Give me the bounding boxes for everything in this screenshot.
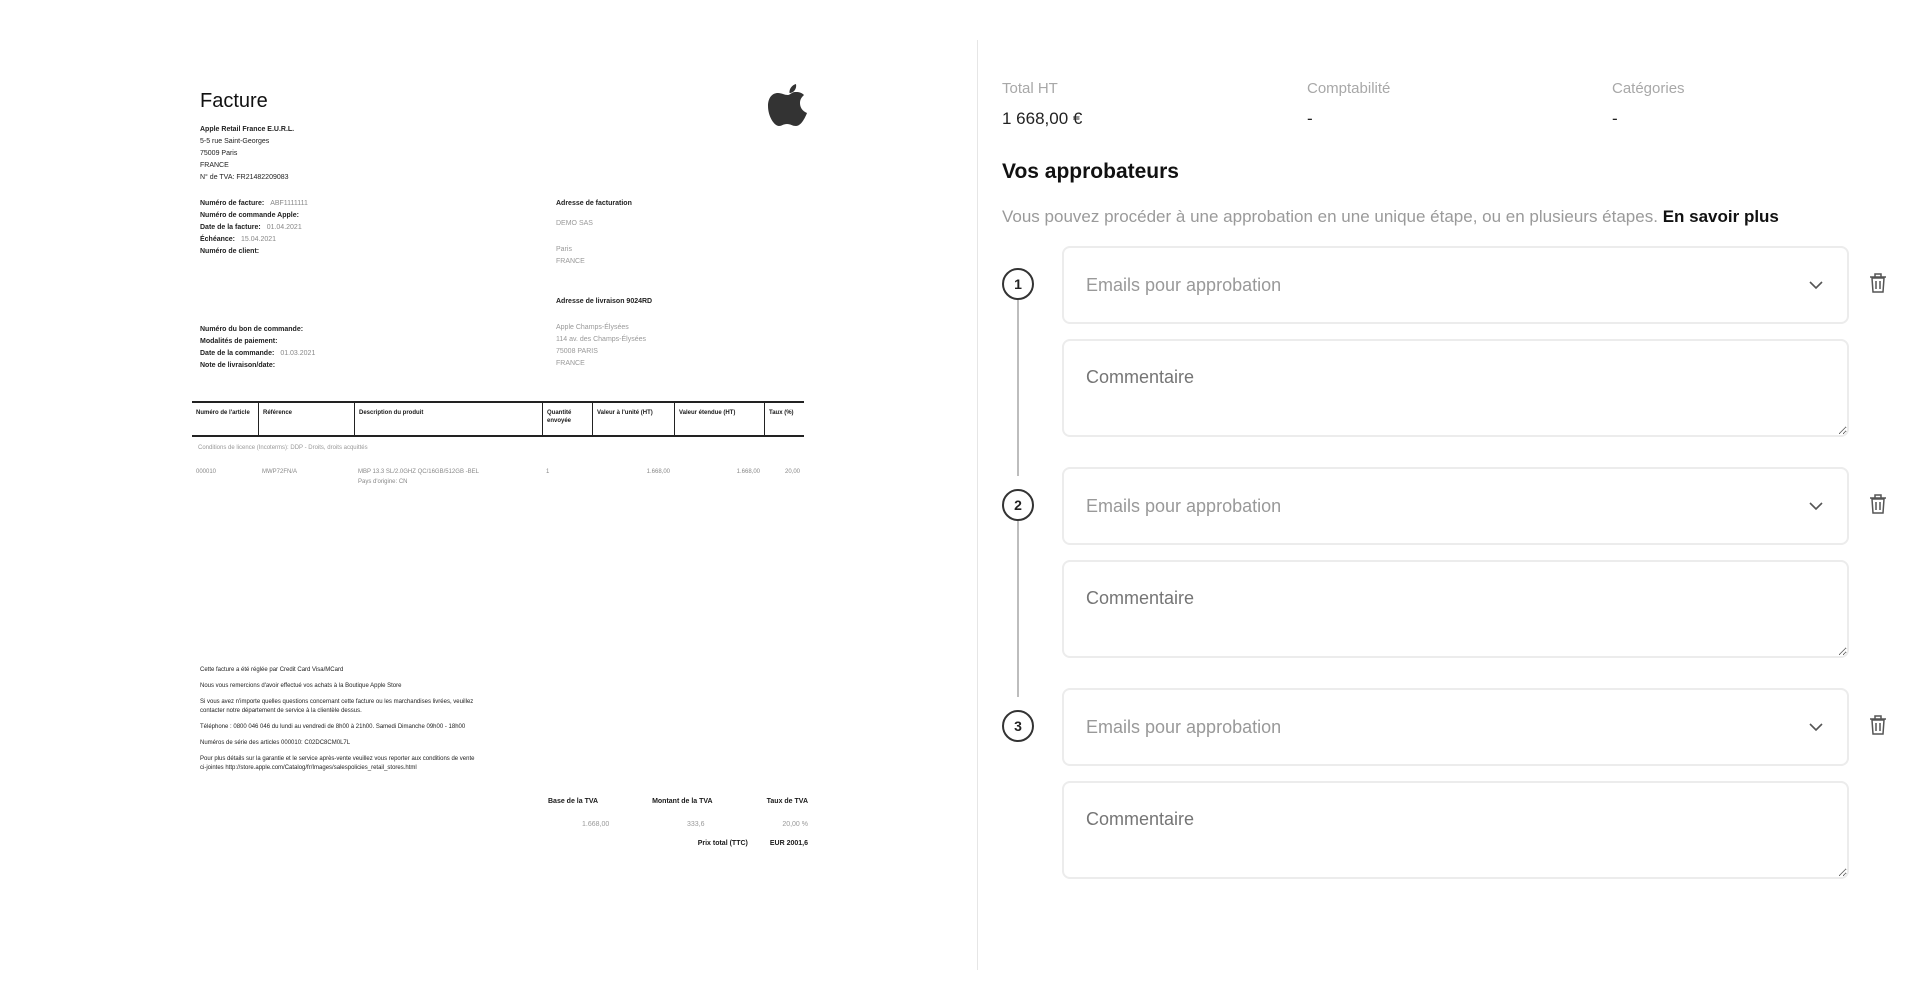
step-connector [1017, 521, 1019, 697]
seller-line: 75009 Paris [200, 150, 238, 157]
seller-address [200, 124, 400, 184]
seller-line: Apple Retail France E.U.R.L. [200, 126, 295, 133]
invoice-table [192, 401, 804, 489]
table-note: Conditions de licence (Incoterms): DDP - Droits, droits acquittés [198, 445, 368, 451]
total-label: Prix total (TTC) [697, 840, 748, 847]
billing-line: DEMO SAS [556, 220, 593, 227]
footer-note: Pour plus détails sur la garantie et le service après-vente veuillez vous reporter aux conditions de vente ci-jointes http://store.apple.com/Catalog/fr/Images/salespolicies_retail_stores.html [200, 756, 475, 771]
select-placeholder: Emails pour approbation [1086, 716, 1282, 737]
table-header-cell: Valeur étendue (HT) [674, 403, 764, 435]
delivery-line: Apple Champs-Élysées [556, 324, 629, 331]
seller-line: FRANCE [200, 162, 229, 169]
order-label: Note de livraison/date: [200, 362, 276, 369]
table-header [192, 401, 804, 437]
billing-title: Adresse de facturation [556, 200, 632, 207]
step-number: 2 [1002, 489, 1034, 521]
approvers-description [1002, 207, 1779, 227]
table-cell: 20,00 [784, 469, 800, 475]
total-value: EUR 2001,6 [769, 840, 808, 847]
order-label: Date de la commande: [200, 350, 275, 357]
trash-icon[interactable] [1868, 493, 1888, 515]
vat-value: 333,6 [687, 821, 705, 828]
billing-address [556, 198, 776, 268]
meta-label: Numéro de commande Apple: [200, 212, 299, 219]
approver-comment-field[interactable] [1062, 560, 1849, 658]
table-header-cell: Valeur à l'unité (HT) [592, 403, 674, 435]
vat-header: Taux de TVA [766, 798, 808, 805]
summary-label: Comptabilité [1307, 80, 1391, 97]
delivery-line: 75008 PARIS [556, 348, 598, 355]
summary-comptabilite [1307, 80, 1612, 129]
seller-line: 5-5 rue Saint-Georges [200, 138, 270, 145]
panel-divider [977, 40, 978, 970]
order-value: 01.03.2021 [280, 350, 316, 357]
table-header-cell: Quantité envoyée [542, 403, 592, 435]
table-header-cell: Description du produit [354, 403, 542, 435]
table-cell [354, 465, 542, 489]
order-info [200, 324, 540, 372]
approval-panel [1002, 0, 1920, 1005]
order-label: Modalités de paiement: [200, 338, 278, 345]
product-description: MBP 13.3 SL/2.0GHZ QC/16GB/512GB -BEL [358, 469, 479, 475]
summary-value: - [1307, 109, 1313, 128]
select-placeholder: Emails pour approbation [1086, 495, 1282, 516]
table-header-cell: Numéro de l'article [196, 410, 250, 416]
approver-emails-select[interactable] [1062, 467, 1849, 545]
approver-comment-field[interactable] [1062, 339, 1849, 437]
table-cell: 000010 [196, 469, 217, 475]
meta-value: 15.04.2021 [241, 236, 277, 243]
step-number: 1 [1002, 268, 1034, 300]
footer-note: Téléphone : 0800 046 046 du lundi au vendredi de 8h00 à 21h00. Samedi Dimanche 09h00 - 18h00 [200, 724, 466, 730]
summary-label: Total HT [1002, 80, 1058, 97]
order-label: Numéro du bon de commande: [200, 326, 304, 333]
delivery-address [556, 296, 776, 370]
summary-value: - [1612, 109, 1618, 128]
vat-summary [548, 798, 808, 847]
meta-value: ABF1111111 [270, 200, 308, 207]
invoice-summary [1002, 80, 1917, 129]
chevron-down-icon [1807, 276, 1825, 294]
summary-categories [1612, 80, 1917, 129]
billing-line: Paris [556, 246, 572, 253]
footer-note: Numéros de série des articles 000010: C02DC8CM0L7L [200, 740, 351, 746]
footer-note: Cette facture a été réglée par Credit Card Visa/MCard [200, 667, 344, 673]
table-cell: MWP72FN/A [262, 469, 298, 475]
footer-note: Nous vous remercions d'avoir effectué vos achats à la Boutique Apple Store [200, 683, 402, 689]
summary-value: 1 668,00 € [1002, 109, 1083, 128]
table-header-cell: Référence [258, 403, 354, 435]
product-origin: Pays d'origine: CN [358, 479, 408, 485]
approver-emails-select[interactable] [1062, 246, 1849, 324]
invoice-footer-notes [200, 666, 480, 780]
invoice-title: Facture [200, 90, 268, 112]
summary-total-ht [1002, 80, 1307, 129]
meta-label: Échéance: [200, 236, 236, 243]
trash-icon[interactable] [1868, 272, 1888, 294]
trash-icon[interactable] [1868, 714, 1888, 736]
seller-line: N° de TVA: FR21482209083 [200, 174, 289, 181]
approvers-title: Vos approbateurs [1002, 160, 1179, 183]
table-row [192, 465, 804, 489]
approver-emails-select[interactable] [1062, 688, 1849, 766]
approvers-description-text: Vous pouvez procéder à une approbation en une unique étape, ou en plusieurs étapes. [1002, 207, 1658, 226]
meta-label: Date de la facture: [200, 224, 261, 231]
chevron-down-icon [1807, 497, 1825, 515]
apple-logo-icon [766, 80, 810, 128]
footer-note: Si vous avez n'importe quelles questions concernant cette facture ou les marchandises livrées, veuillez contacter notre département de service à la clientèle dessus. [200, 699, 474, 714]
vat-value: 1.668,00 [582, 821, 610, 828]
summary-label: Catégories [1612, 80, 1685, 97]
meta-value: 01.04.2021 [266, 224, 302, 231]
table-header-cell: Taux (%) [764, 403, 804, 435]
meta-label: Numéro de facture: [200, 200, 265, 207]
table-cell: 1.668,00 [646, 469, 670, 475]
vat-header: Base de la TVA [548, 798, 599, 805]
learn-more-link[interactable]: En savoir plus [1662, 207, 1779, 226]
table-cell: 1 [546, 469, 550, 475]
invoice-meta [200, 198, 540, 258]
delivery-line: 114 av. des Champs-Élysées [556, 336, 647, 343]
meta-label: Numéro de client: [200, 248, 260, 255]
billing-line: FRANCE [556, 258, 585, 265]
select-placeholder: Emails pour approbation [1086, 274, 1282, 295]
step-connector [1017, 300, 1019, 476]
step-number: 3 [1002, 710, 1034, 742]
delivery-title: Adresse de livraison 9024RD [556, 298, 653, 305]
approver-comment-field[interactable] [1062, 781, 1849, 879]
table-cell: 1.668,00 [736, 469, 760, 475]
chevron-down-icon [1807, 718, 1825, 736]
vat-value: 20,00 % [782, 821, 808, 828]
vat-header: Montant de la TVA [652, 798, 713, 805]
delivery-line: FRANCE [556, 360, 585, 367]
